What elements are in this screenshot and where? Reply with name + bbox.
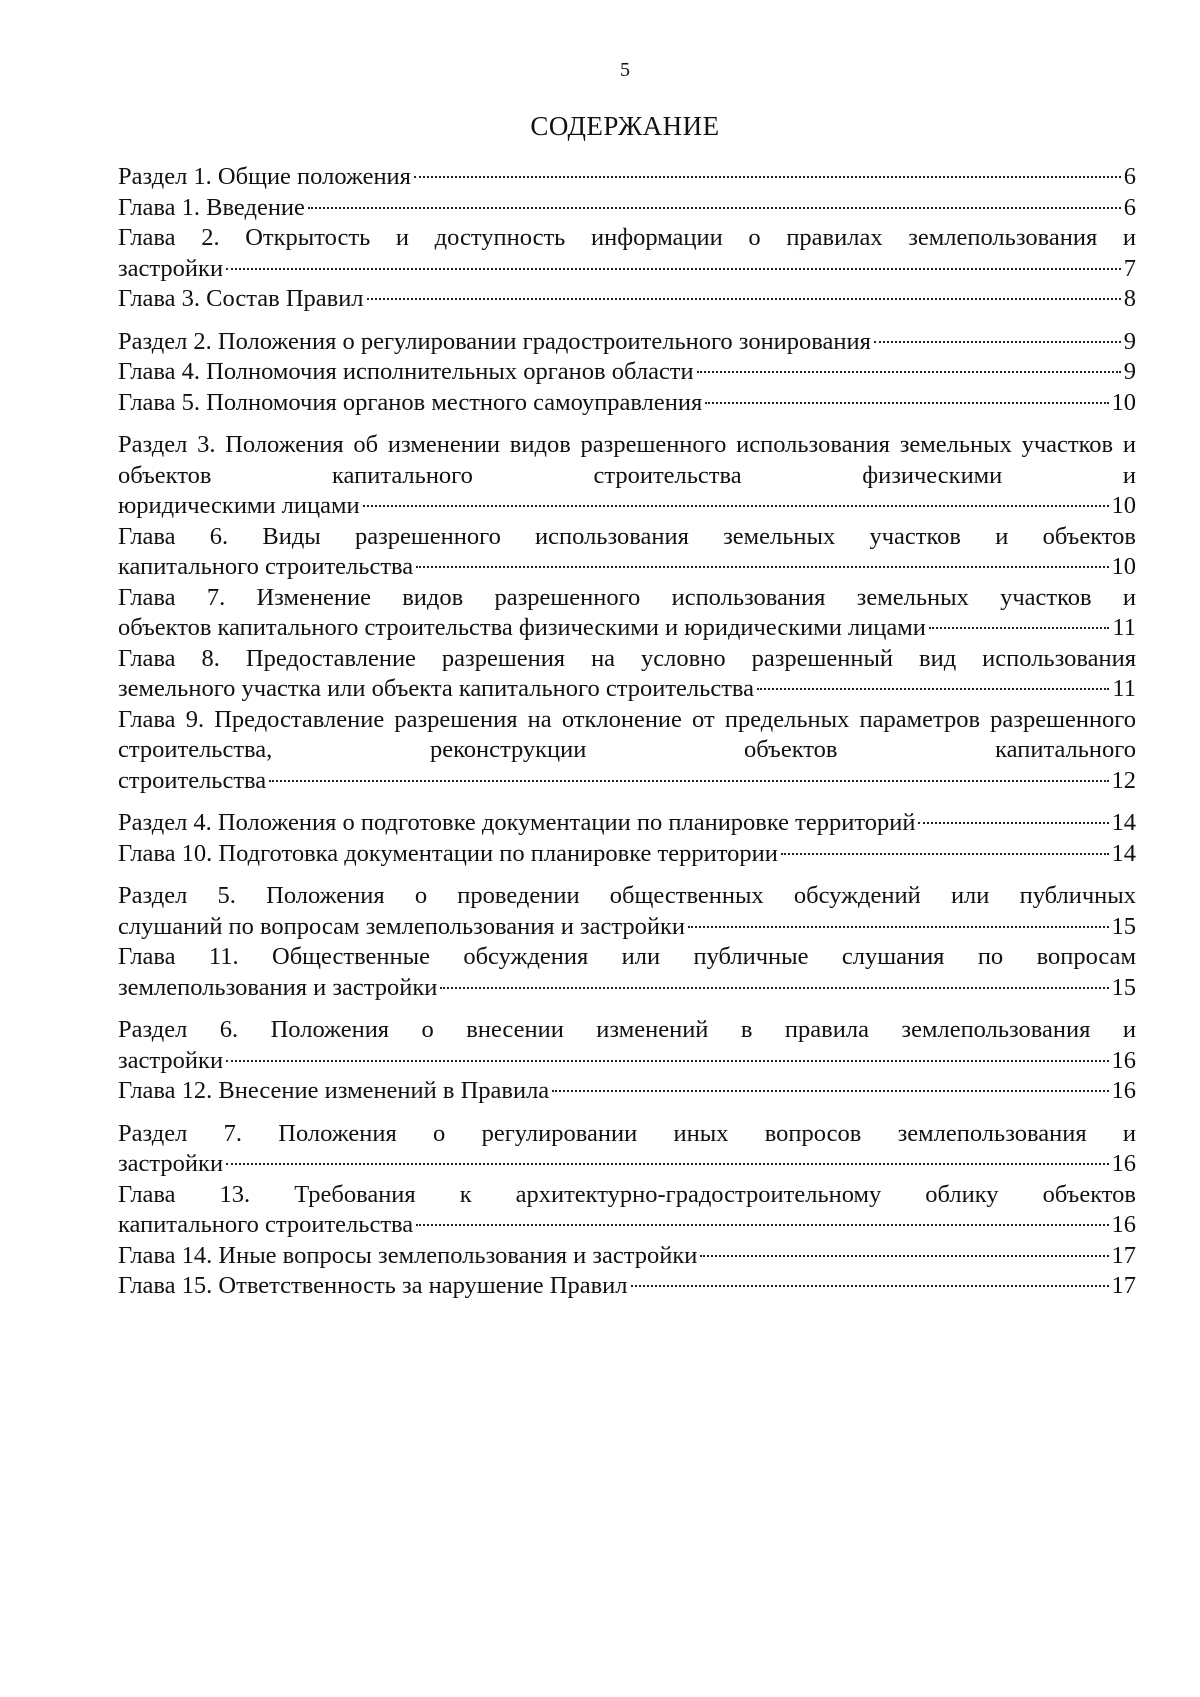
toc-entry-title: землепользования и застройки <box>118 973 438 1001</box>
toc-page-number: 15 <box>1111 973 1136 1001</box>
toc-entry[interactable] <box>118 1076 1136 1107</box>
toc-entry-title: слушаний по вопросам землепользования и застройки <box>118 912 685 940</box>
toc-entry[interactable] <box>118 839 1136 870</box>
toc-entry-title: Раздел 1. Общие положения <box>118 163 411 190</box>
toc-entry[interactable] <box>118 881 1136 942</box>
toc-entry[interactable] <box>118 808 1136 839</box>
toc-entry-final-line <box>118 839 1136 870</box>
dot-leader <box>688 925 1109 928</box>
toc-entry-final-line <box>118 674 1136 705</box>
toc-entry[interactable] <box>118 1119 1136 1180</box>
toc-entry-title: Раздел 4. Положения о подготовке документации по планировке территорий <box>118 809 916 836</box>
toc-entry-title: Глава 12. Внесение изменений в Правила <box>118 1077 550 1104</box>
toc-entry-text: Глава 13. Требования к архитектурно-градостроительному облику объектов <box>118 1180 1136 1208</box>
toc-entry[interactable] <box>118 705 1136 797</box>
dot-leader <box>705 401 1108 404</box>
toc-page-number: 16 <box>1111 1211 1136 1238</box>
toc-entry[interactable] <box>118 583 1136 644</box>
toc-entry[interactable] <box>118 1271 1136 1302</box>
toc-entry-final-line <box>118 491 1136 522</box>
toc-entry-final-line <box>118 284 1136 315</box>
toc-entry-title: Глава 5. Полномочия органов местного самоуправления <box>118 388 703 416</box>
toc-entry-text: Глава 9. Предоставление разрешения на отклонение от предельных параметров разрешенного строительства, реконструкции объектов капитального <box>118 705 1136 763</box>
toc-entry-final-line <box>118 327 1136 358</box>
toc-entry-final-line <box>118 808 1136 839</box>
toc-page-number: 10 <box>1111 553 1136 580</box>
toc-page-number: 17 <box>1111 1241 1136 1269</box>
toc-entry-title: застройки <box>118 254 224 282</box>
dot-leader <box>697 370 1121 373</box>
table-of-contents <box>118 162 1136 1314</box>
toc-entry-text: Глава 2. Открытость и доступность информации о правилах землепользования и <box>118 224 1136 251</box>
toc-entry[interactable] <box>118 388 1136 419</box>
toc-entry[interactable] <box>118 1241 1136 1272</box>
toc-entry-final-line <box>118 254 1136 285</box>
toc-entry-final-line <box>118 1046 1136 1077</box>
toc-entry-title: строительства <box>118 766 267 794</box>
toc-entry[interactable] <box>118 284 1136 315</box>
toc-entry[interactable] <box>118 193 1136 224</box>
toc-entry-final-line <box>118 552 1136 583</box>
toc-entry-final-line <box>118 912 1136 943</box>
toc-page-number: 7 <box>1123 254 1136 282</box>
toc-entry-final-line <box>118 193 1136 224</box>
toc-page-number: 6 <box>1123 193 1136 221</box>
toc-entry-title: объектов капитального строительства физическими и юридическими лицами <box>118 614 926 641</box>
toc-entry[interactable] <box>118 1180 1136 1241</box>
toc-page-number: 16 <box>1111 1150 1136 1177</box>
toc-entry-title: капитального строительства <box>118 553 414 580</box>
toc-group <box>118 430 1136 796</box>
toc-entry-final-line <box>118 1210 1136 1241</box>
toc-entry-final-line <box>118 1241 1136 1272</box>
toc-group <box>118 881 1136 1003</box>
dot-leader <box>363 504 1109 507</box>
toc-entry-final-line <box>118 613 1136 644</box>
toc-entry-final-line <box>118 388 1136 419</box>
toc-page-number: 8 <box>1123 285 1136 312</box>
toc-page-number: 11 <box>1112 675 1136 702</box>
toc-entry[interactable] <box>118 357 1136 388</box>
toc-entry[interactable] <box>118 644 1136 705</box>
toc-entry-final-line <box>118 1076 1136 1107</box>
toc-entry-text: Глава 8. Предоставление разрешения на условно разрешенный вид использования <box>118 644 1136 672</box>
toc-entry-title: Глава 3. Состав Правил <box>118 285 364 312</box>
toc-entry-title: Глава 15. Ответственность за нарушение Правил <box>118 1272 628 1299</box>
toc-group <box>118 1015 1136 1107</box>
toc-entry-title: Раздел 2. Положения о регулировании градостроительного зонирования <box>118 327 871 355</box>
toc-page-number: 14 <box>1111 839 1136 867</box>
toc-page-number: 9 <box>1123 358 1136 385</box>
dot-leader <box>781 852 1109 855</box>
toc-entry[interactable] <box>118 1015 1136 1076</box>
toc-entry-title: Глава 1. Введение <box>118 193 305 221</box>
toc-entry[interactable] <box>118 942 1136 1003</box>
toc-entry-text: Раздел 7. Положения о регулировании иных вопросов землепользования и <box>118 1119 1136 1147</box>
dot-leader <box>226 1162 1108 1165</box>
dot-leader <box>929 626 1110 629</box>
toc-page-number: 15 <box>1111 912 1136 940</box>
toc-entry-final-line <box>118 357 1136 388</box>
toc-entry-final-line <box>118 1271 1136 1302</box>
toc-entry-final-line <box>118 766 1136 797</box>
dot-leader <box>226 267 1121 270</box>
toc-entry-text: Раздел 5. Положения о проведении общественных обсуждений или публичных <box>118 882 1136 909</box>
toc-page-number: 14 <box>1111 809 1136 836</box>
toc-group <box>118 808 1136 869</box>
dot-leader <box>414 175 1121 178</box>
toc-page-number: 16 <box>1111 1077 1136 1104</box>
toc-entry[interactable] <box>118 522 1136 583</box>
dot-leader <box>874 340 1121 343</box>
dot-leader <box>226 1059 1108 1062</box>
toc-entry-text: Глава 7. Изменение видов разрешенного использования земельных участков и <box>118 583 1136 611</box>
toc-group <box>118 1119 1136 1302</box>
toc-entry-text: Раздел 3. Положения об изменении видов разрешенного использования земельных участков и объектов капитального строительства физическими и <box>118 431 1136 489</box>
toc-entry-text: Глава 11. Общественные обсуждения или публичные слушания по вопросам <box>118 943 1136 970</box>
toc-entry-title: Глава 14. Иные вопросы землепользования и застройки <box>118 1241 698 1269</box>
dot-leader <box>918 821 1108 824</box>
toc-entry[interactable] <box>118 162 1136 193</box>
toc-page-number: 9 <box>1123 327 1136 355</box>
toc-entry-title: застройки <box>118 1046 224 1074</box>
toc-entry-final-line <box>118 162 1136 193</box>
toc-entry-text: Раздел 6. Положения о внесении изменений в правила землепользования и <box>118 1016 1136 1043</box>
toc-entry-title: юридическими лицами <box>118 492 360 519</box>
dot-leader <box>269 779 1108 782</box>
dot-leader <box>416 565 1108 568</box>
toc-page-number: 12 <box>1111 766 1136 794</box>
toc-entry-final-line <box>118 973 1136 1004</box>
toc-entry-title: Глава 10. Подготовка документации по планировке территории <box>118 839 778 867</box>
dot-leader <box>631 1284 1109 1287</box>
toc-page-number: 10 <box>1111 388 1136 416</box>
toc-page-number: 17 <box>1111 1272 1136 1299</box>
toc-entry[interactable] <box>118 430 1136 522</box>
dot-leader <box>440 986 1108 989</box>
toc-title: СОДЕРЖАНИЕ <box>530 111 720 141</box>
dot-leader <box>700 1254 1108 1257</box>
toc-entry-text: Глава 6. Виды разрешенного использования земельных участков и объектов <box>118 522 1136 550</box>
dot-leader <box>552 1089 1108 1092</box>
toc-entry-title: капитального строительства <box>118 1211 414 1238</box>
toc-entry[interactable] <box>118 223 1136 284</box>
dot-leader <box>416 1223 1108 1226</box>
dot-leader <box>308 206 1121 209</box>
toc-entry-title: земельного участка или объекта капитального строительства <box>118 675 755 702</box>
toc-entry[interactable] <box>118 327 1136 358</box>
page-number: 5 <box>620 59 630 81</box>
toc-page-number: 10 <box>1111 492 1136 519</box>
toc-entry-title: застройки <box>118 1150 224 1177</box>
toc-page-number: 16 <box>1111 1046 1136 1074</box>
toc-page-number: 11 <box>1112 614 1136 641</box>
dot-leader <box>367 297 1121 300</box>
toc-page-number: 6 <box>1123 163 1136 190</box>
toc-entry-title: Глава 4. Полномочия исполнительных органов области <box>118 358 694 385</box>
toc-group <box>118 162 1136 315</box>
dot-leader <box>757 687 1109 690</box>
toc-entry-final-line <box>118 1149 1136 1180</box>
toc-group <box>118 327 1136 419</box>
